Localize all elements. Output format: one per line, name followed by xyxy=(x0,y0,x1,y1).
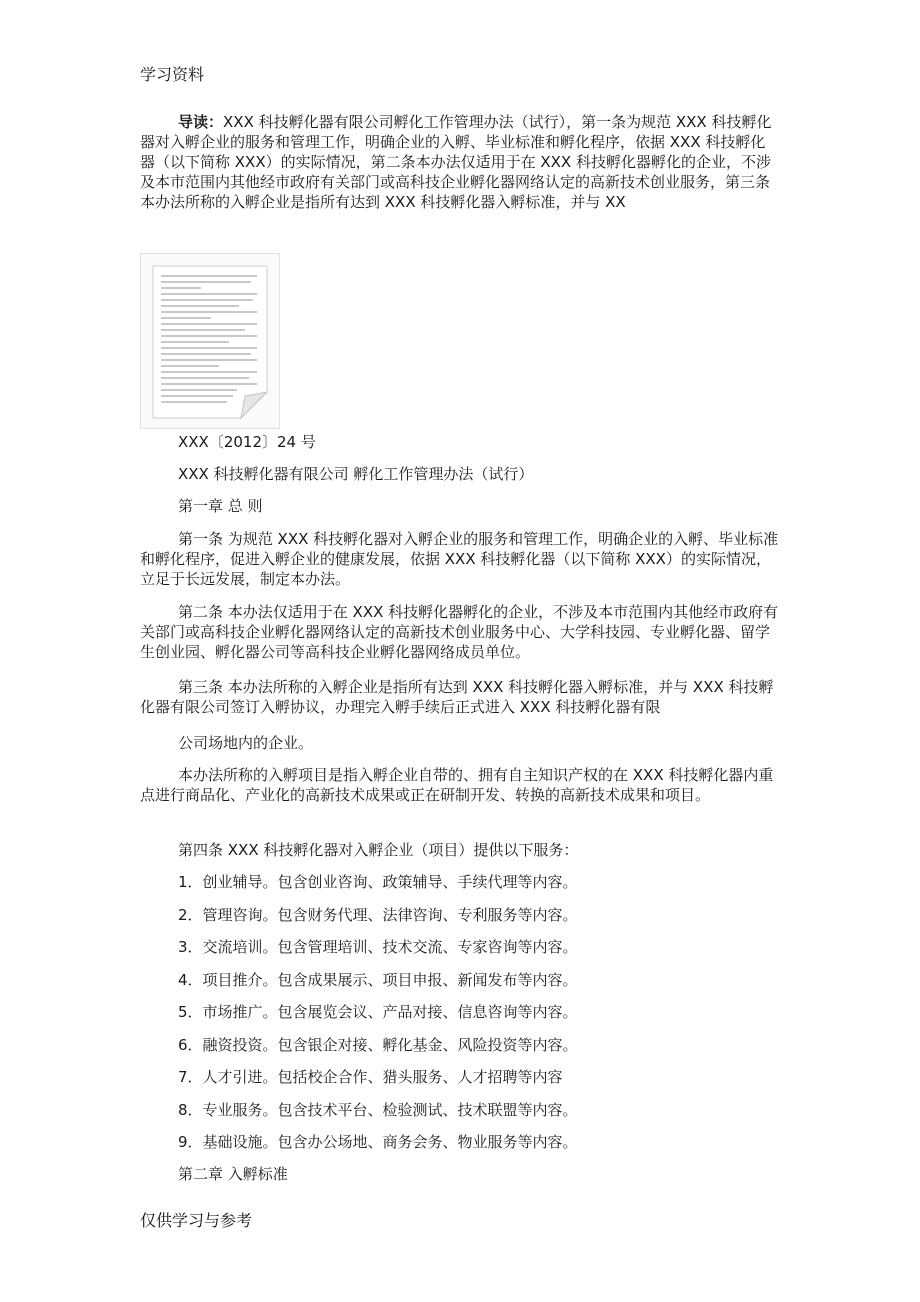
intro-label: 导读： xyxy=(178,113,224,131)
document-thumbnail[interactable] xyxy=(140,253,280,429)
service-item-8: 8．专业服务。包含技术平台、检验测试、技术联盟等内容。 xyxy=(178,1101,578,1119)
service-item-9: 9．基础设施。包含办公场地、商务会务、物业服务等内容。 xyxy=(178,1133,578,1151)
article-1: 第一条 为规范 XXX 科技孵化器对入孵企业的服务和管理工作，明确企业的入孵、毕业标准和孵化程序，促进入孵企业的健康发展，依据 XXX 科技孵化器（以下简称 XXX）的实际情况，立足于长远发展，制定本办法。 xyxy=(140,530,779,588)
project-definition: 本办法所称的入孵项目是指入孵企业自带的、拥有自主知识产权的在 XXX 科技孵化器内重点进行商品化、产业化的高新技术成果或正在研制开发、转换的高新技术成果和项目。 xyxy=(140,766,774,804)
page-footer: 仅供学习与参考 xyxy=(140,1211,253,1230)
article-2: 第二条 本办法仅适用于在 XXX 科技孵化器孵化的企业，不涉及本市范围内其他经市政府有关部门或高科技企业孵化器网络认定的高新技术创业服务中心、大学科技园、专业孵化器、留学生创业园、孵化器公司等高科技企业孵化器网络成员单位。 xyxy=(140,603,779,661)
service-item-5: 5．市场推广。包含展览会议、产品对接、信息咨询等内容。 xyxy=(178,1003,578,1021)
service-item-6: 6．融资投资。包含银企对接、孵化基金、风险投资等内容。 xyxy=(178,1036,578,1054)
service-item-4: 4．项目推介。包含成果展示、项目申报、新闻发布等内容。 xyxy=(178,971,578,989)
article-3-continuation: 公司场地内的企业。 xyxy=(178,734,314,752)
chapter-1-heading: 第一章 总 则 xyxy=(178,497,263,515)
service-item-3: 3．交流培训。包含管理培训、技术交流、专家咨询等内容。 xyxy=(178,938,578,956)
document-number: XXX〔2012〕24 号 xyxy=(178,433,316,451)
service-item-7: 7．人才引进。包括校企合作、猎头服务、人才招聘等内容 xyxy=(178,1068,563,1086)
page-header: 学习资料 xyxy=(140,65,205,84)
service-item-2: 2．管理咨询。包含财务代理、法律咨询、专利服务等内容。 xyxy=(178,906,578,924)
intro-text: XXX 科技孵化器有限公司孵化工作管理办法（试行），第一条为规范 XXX 科技孵化器对入孵企业的服务和管理工作，明确企业的入孵、毕业标准和孵化程序，依据 XXX 科技孵化器（以下简称 XXX）的实际情况，第二条本办法仅适用于在 XXX 科技孵化器孵化的企业，不涉及本市范围内其他经市政府有关部门或高科技企业孵化器网络认定的高新技术创业服务，第三条本办法所称的入孵企业是指所有达到 XXX 科技孵化器入孵标准，并与 XX xyxy=(140,113,772,211)
service-item-1: 1．创业辅导。包含创业咨询、政策辅导、手续代理等内容。 xyxy=(178,873,578,891)
chapter-2-heading: 第二章 入孵标准 xyxy=(178,1165,288,1183)
article-4: 第四条 XXX 科技孵化器对入孵企业（项目）提供以下服务： xyxy=(178,841,579,859)
article-3: 第三条 本办法所称的入孵企业是指所有达到 XXX 科技孵化器入孵标准，并与 XXX 科技孵化器有限公司签订入孵协议，办理完入孵手续后正式进入 XXX 科技孵化器有限 xyxy=(140,678,774,716)
intro-paragraph xyxy=(140,112,780,212)
thumbnail-page-icon xyxy=(153,266,267,418)
document-title: XXX 科技孵化器有限公司 孵化工作管理办法（试行） xyxy=(178,465,534,483)
